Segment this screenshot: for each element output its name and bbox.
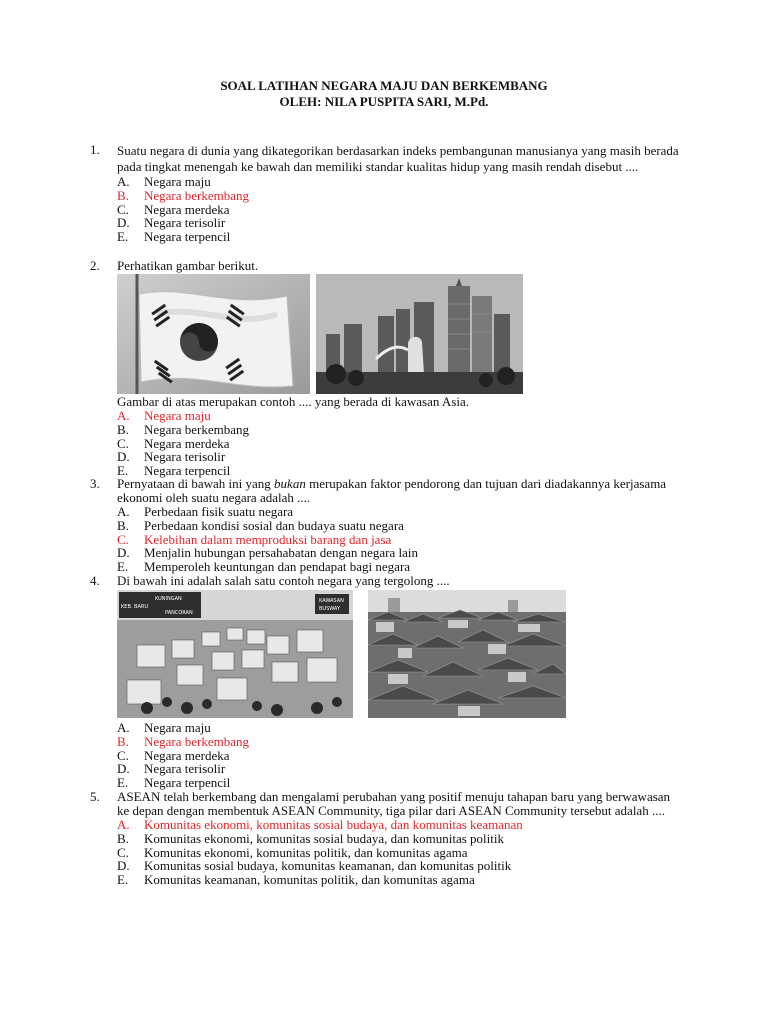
sign-text: KAWASAN xyxy=(319,598,344,604)
option-e: E. Negara terpencil xyxy=(117,775,231,791)
option-b-correct: B. Negara berkembang xyxy=(117,187,250,203)
question-stem: Perhatikan gambar berikut. xyxy=(117,258,259,273)
option-a-correct: A. Negara maju xyxy=(117,408,211,423)
question-stem: ASEAN telah berkembang dan mengalami perubahan yang positif menuju tahapan baru yang berwawasan ke depan dengan membentuk ASEAN Community, tiga pilar dari ASEAN Community tersebut adalah .... xyxy=(117,789,671,818)
question-number: 3. xyxy=(90,476,100,491)
document-title: SOAL LATIHAN NEGARA MAJU DAN BERKEMBANG xyxy=(220,78,548,93)
south-korea-flag-photo xyxy=(117,274,310,394)
question-4 xyxy=(90,574,680,588)
option-c: C. Komunitas ekonomi, komunitas politik, dan komunitas agama xyxy=(117,844,468,860)
option-d: D. Negara terisolir xyxy=(117,449,226,465)
option-e: E. Komunitas keamanan, komunitas politik, dan komunitas agama xyxy=(117,872,475,888)
question-number: 1. xyxy=(90,142,100,157)
dense-housing-photo xyxy=(368,590,566,718)
sign-text: PANCORAN xyxy=(165,610,193,616)
option-b: B. Komunitas ekonomi, komunitas sosial budaya, dan komunitas politik xyxy=(117,830,504,846)
singapore-merlion-skyline-photo xyxy=(316,274,523,394)
option-e: E. Negara terpencil xyxy=(117,229,231,245)
question-stem: Suatu negara di dunia yang dikategorikan berdasarkan indeks pembangunan manusianya yang masih berada pada tingkat menengah ke bawah dan memiliki standar kualitas hidup yang masih rendah disebut .... xyxy=(117,143,679,174)
question-1 xyxy=(90,143,680,244)
option-c: C. Negara merdeka xyxy=(117,201,230,217)
sign-text: KUNINGAN xyxy=(155,596,182,602)
question-stem: Pernyataan di bawah ini yang bukan merupakan faktor pendorong dan tujuan dari diadakannya kerjasama ekonomi oleh suatu negara adalah .... xyxy=(117,476,667,505)
traffic-jam-photo xyxy=(117,590,353,718)
option-b: B. Negara berkembang xyxy=(117,421,250,437)
question-number: 4. xyxy=(90,573,100,588)
option-c: C. Negara merdeka xyxy=(117,747,230,763)
question-2-body xyxy=(90,395,680,478)
option-d: D. Negara terisolir xyxy=(117,761,226,777)
sign-text: KEB. BARU xyxy=(121,604,149,610)
document-author: OLEH: NILA PUSPITA SARI, M.Pd. xyxy=(279,94,489,109)
sign-text: BUSWAY xyxy=(319,606,341,612)
option-a: A. Perbedaan fisik suatu negara xyxy=(117,504,294,519)
option-a: A. Negara maju xyxy=(117,174,211,189)
option-b: B. Perbedaan kondisi sosial dan budaya suatu negara xyxy=(117,517,404,533)
option-d: D. Komunitas sosial budaya, komunitas keamanan, dan komunitas politik xyxy=(117,858,512,874)
option-a-correct: A. Komunitas ekonomi, komunitas sosial budaya, dan komunitas keamanan xyxy=(117,817,523,832)
question-5 xyxy=(90,790,680,887)
option-e: E. Memperoleh keuntungan dan pendapat bagi negara xyxy=(117,559,411,575)
option-c-correct: C. Kelebihan dalam memproduksi barang dan jasa xyxy=(117,531,392,547)
question-number: 5. xyxy=(90,789,100,804)
question-3 xyxy=(90,477,680,574)
option-d: D. Negara terisolir xyxy=(117,215,226,231)
question-2 xyxy=(90,259,680,273)
option-a: A. Negara maju xyxy=(117,720,211,735)
option-b-correct: B. Negara berkembang xyxy=(117,733,250,749)
option-c: C. Negara merdeka xyxy=(117,435,230,451)
question-stem-2: Gambar di atas merupakan contoh .... yang berada di kawasan Asia. xyxy=(117,394,469,409)
option-d: D. Menjalin hubungan persahabatan dengan negara lain xyxy=(117,545,418,561)
option-e: E. Negara terpencil xyxy=(117,463,231,479)
question-number: 2. xyxy=(90,258,100,273)
question-stem: Di bawah ini adalah salah satu contoh negara yang tergolong .... xyxy=(117,573,450,588)
question-4-options xyxy=(90,721,680,790)
